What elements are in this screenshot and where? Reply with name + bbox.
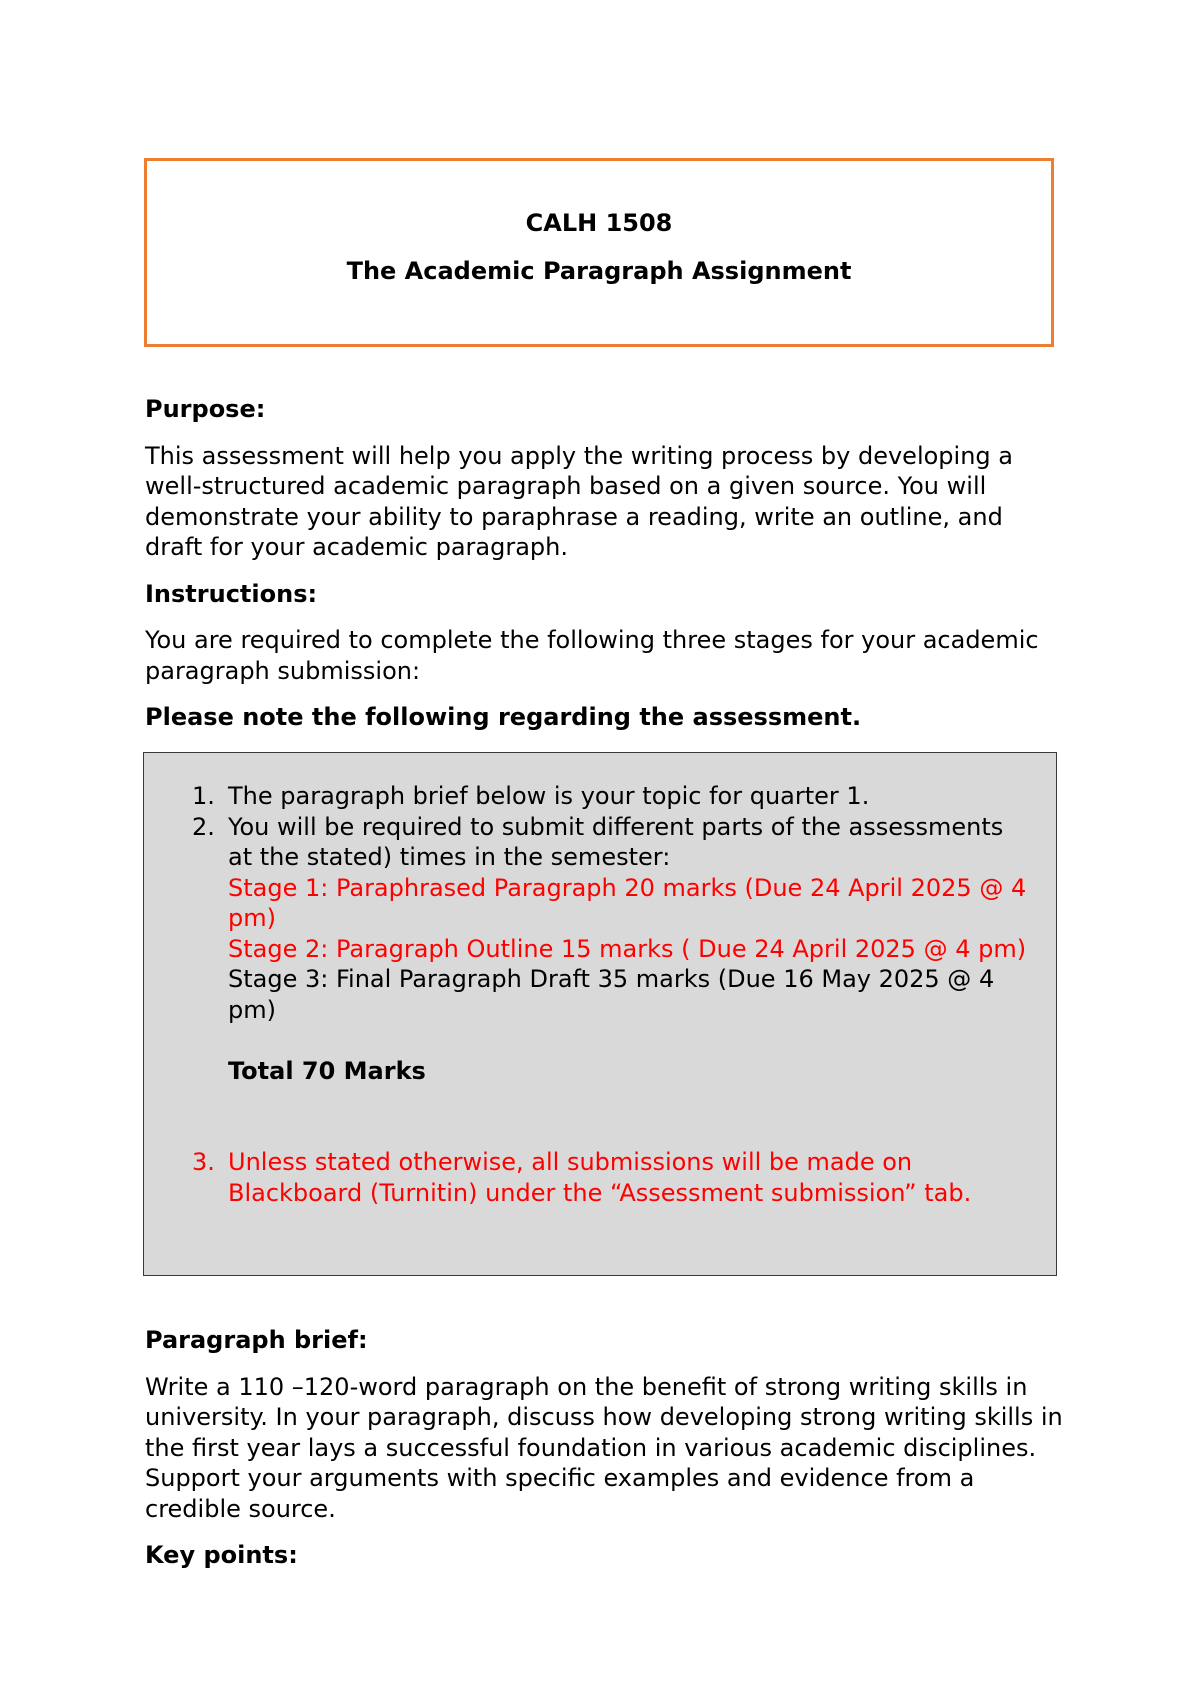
assignment-title: The Academic Paragraph Assignment [346,257,852,285]
brief-heading: Paragraph brief: [145,1326,368,1354]
note-list [192,781,1032,1208]
purpose-text: This assessment will help you apply the writing process by developing a well-structured academic paragraph based on a given source. You will demonstrate your ability to paraphrase a reading, write an outline, and draft for your academic paragraph. [145,441,1013,561]
spacer [228,1086,1032,1117]
list-item-text: The paragraph brief below is your topic for quarter 1. [228,782,870,810]
title-box [144,158,1054,347]
purpose-heading: Purpose: [145,395,266,423]
list-number: 1. [192,782,215,810]
list-number: 3. [192,1148,215,1176]
key-points-heading: Key points: [145,1541,298,1569]
intro-section [145,394,1065,750]
brief-section [145,1325,1065,1587]
total-marks: Total 70 Marks [228,1056,426,1085]
instructions-text: You are required to complete the following three stages for your academic paragraph submission: [145,626,1039,685]
list-item [192,1147,1032,1208]
spacer [228,1025,1032,1056]
stage-1-line: Stage 1: Paraphrased Paragraph 20 marks (Due 24 April 2025 @ 4 pm) [228,873,1027,932]
stage-2-line: Stage 2: Paragraph Outline 15 marks ( Due 24 April 2025 @ 4 pm) [228,934,1027,963]
spacer [228,1117,1032,1148]
note-heading: Please note the following regarding the assessment. [145,703,862,731]
course-code: CALH 1508 [525,209,673,237]
stage-3-line: Stage 3: Final Paragraph Draft 35 marks (Due 16 May 2025 @ 4 pm) [228,965,995,1024]
brief-text: Write a 110 –120-word paragraph on the benefit of strong writing skills in university. In your paragraph, discuss how developing strong writing skills in the first year lays a successful foundation in various academic disciplines. Support your arguments with specific examples and evidence from a credible source. [145,1372,1063,1523]
list-item [192,812,1032,1148]
list-item-text: You will be required to submit different parts of the assessments at the stated) times in the semester: [228,812,1004,871]
instructions-heading: Instructions: [145,579,318,608]
list-item [192,781,1032,812]
list-item-text: Unless stated otherwise, all submissions will be made on Blackboard (Turnitin) under the “Assessment submission” tab. [228,1148,972,1207]
list-number: 2. [192,812,215,841]
assessment-note-box [143,752,1057,1276]
